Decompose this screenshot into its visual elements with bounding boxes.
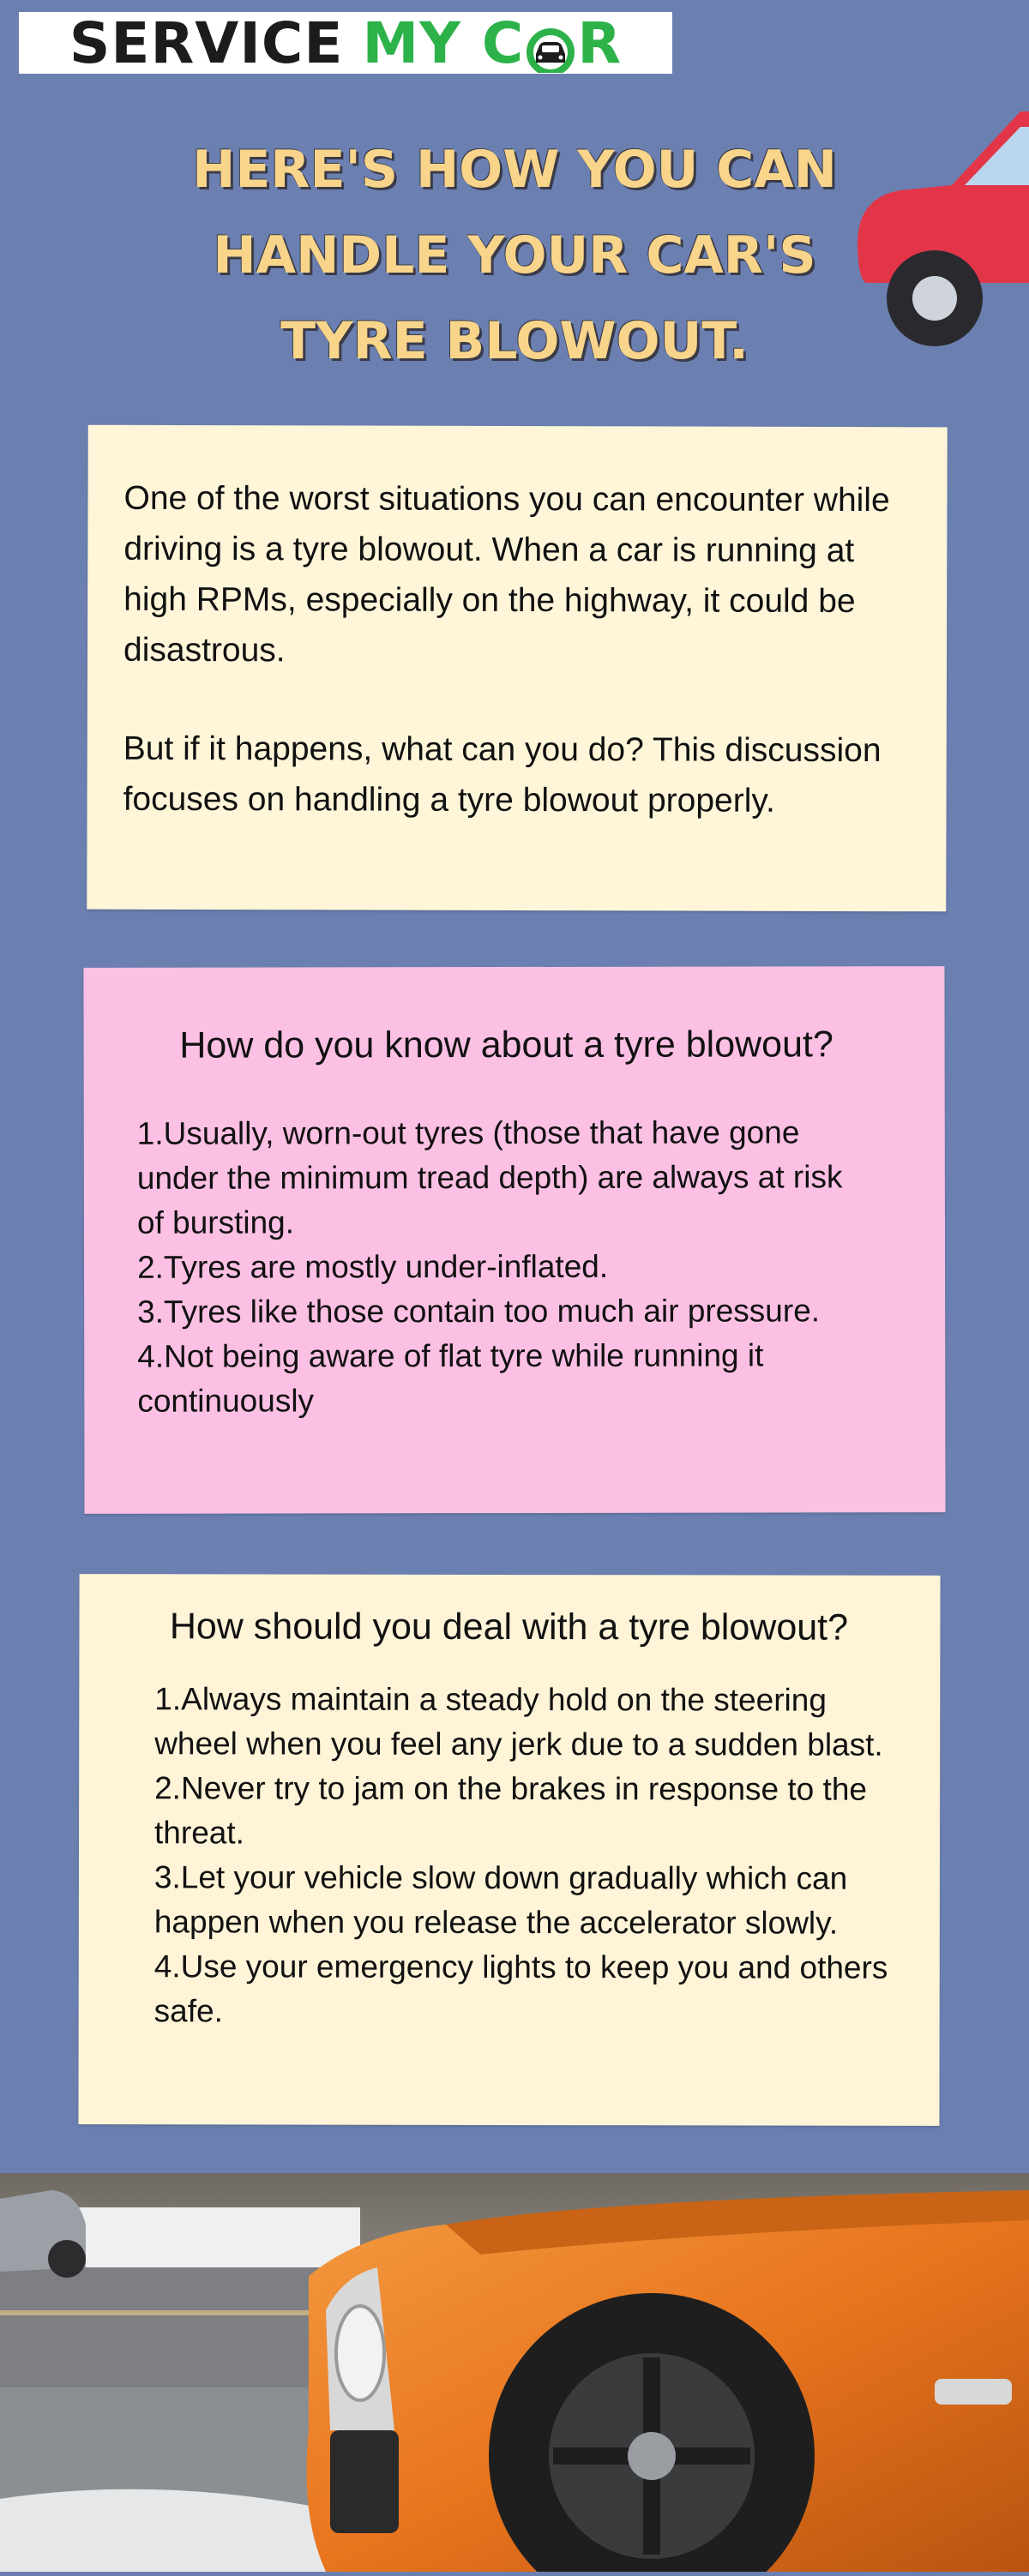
logo-word-service: SERVICE	[69, 12, 344, 74]
deal-card	[78, 1574, 940, 2126]
list-item: 1.Always maintain a steady hold on the steering wheel when you feel any jerk due to a sudden blast.	[154, 1681, 883, 1762]
brand-logo	[19, 12, 672, 74]
intro-paragraph-1: One of the worst situations you can encounter while driving is a tyre blowout. When a car is running at high RPMs, especially on the highway, it could be disastrous.	[123, 479, 890, 670]
orange-car-photo	[0, 2173, 1029, 2572]
know-card	[83, 966, 945, 1514]
list-item: 4.Not being aware of flat tyre while running it continuously	[137, 1337, 764, 1419]
deal-list	[154, 1677, 906, 2035]
know-heading: How do you know about a tyre blowout?	[179, 1024, 833, 1066]
title-line-3: TYRE BLOWOUT.	[280, 311, 749, 371]
list-item: 2.Tyres are mostly under-inflated.	[137, 1248, 609, 1285]
list-item: 3.Tyres like those contain too much air pressure.	[137, 1293, 821, 1330]
logo-word-my-car: MY C R	[362, 12, 623, 74]
page-title	[129, 127, 900, 384]
car-front-icon	[524, 21, 577, 65]
list-item: 1.Usually, worn-out tyres (those that have gone under the minimum tread depth) are always at risk of bursting.	[136, 1114, 843, 1240]
title-line-2: HANDLE YOUR CAR'S	[213, 225, 816, 285]
list-item: 4.Use your emergency lights to keep you and others safe.	[153, 1949, 888, 2029]
intro-card	[87, 425, 947, 912]
know-list	[137, 1110, 877, 1424]
list-item: 3.Let your vehicle slow down gradually which can happen when you release the accelerator slowly.	[153, 1859, 848, 1941]
title-line-1: HERE'S HOW YOU CAN	[192, 140, 837, 200]
red-car-icon	[849, 111, 1029, 351]
intro-paragraph-2: But if it happens, what can you do? This discussion focuses on handling a tyre blowout properly.	[123, 730, 882, 820]
list-item: 2.Never try to jam on the brakes in response to the threat.	[153, 1770, 868, 1851]
deal-heading: How should you deal with a tyre blowout?	[169, 1606, 849, 1648]
